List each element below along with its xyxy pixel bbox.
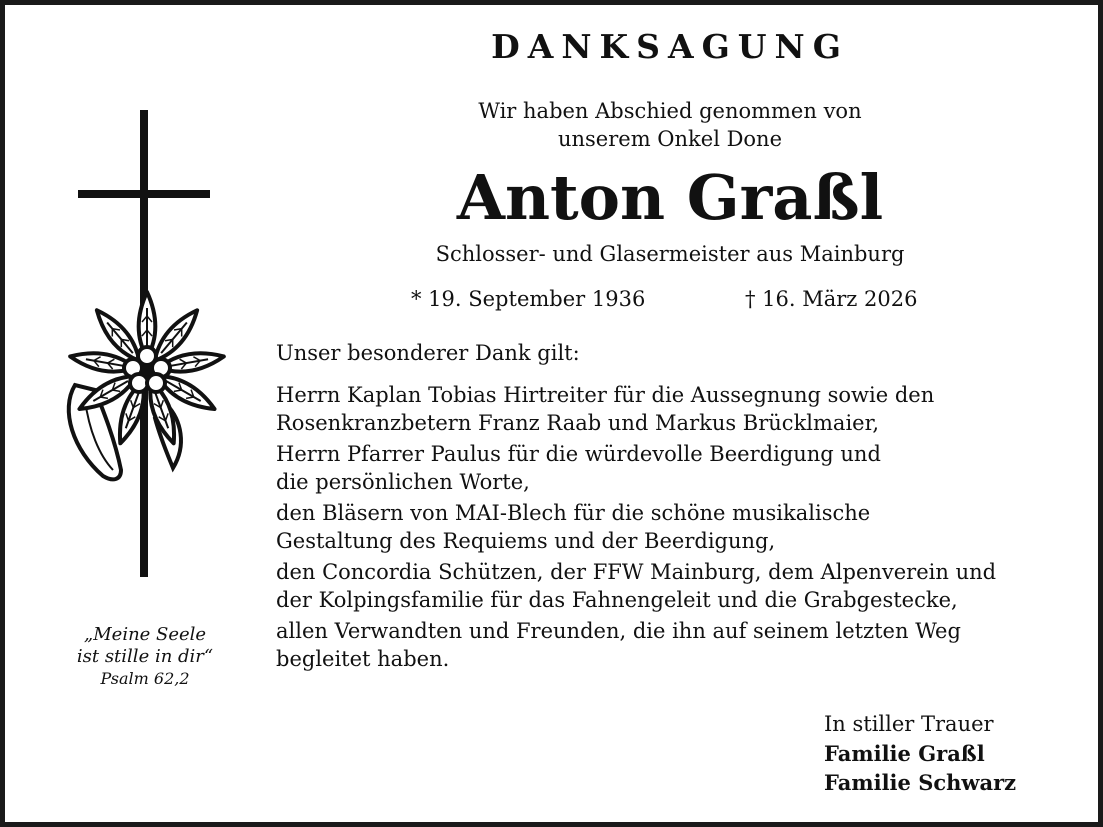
intro-line-2: unserem Onkel Done (557, 127, 783, 151)
quote-line-1: „Meine Seele (83, 624, 207, 645)
thanks-line: Rosenkranzbetern Franz Raab und Markus Brücklmaier, (276, 411, 879, 435)
thanks-item (276, 617, 1086, 673)
thanks-item (276, 558, 1086, 614)
thanks-line: den Bläsern von MAI-Blech für die schöne musikalische (276, 501, 871, 525)
signature (824, 710, 1016, 797)
signature-family-2: Familie Schwarz (824, 770, 1017, 795)
thanks-line: Herrn Pfarrer Paulus für die würdevolle Beerdigung und (276, 442, 881, 466)
quote-line-2: ist stille in dir“ (76, 646, 214, 667)
death-date: † 16. März 2026 (745, 287, 918, 311)
edelweiss-icon (55, 290, 235, 485)
cross-horizontal-bar (78, 190, 210, 198)
thanks-item (276, 499, 1086, 555)
birth-date: * 19. September 1936 (411, 287, 646, 311)
thanks-intro: Unser besonderer Dank gilt: (276, 341, 580, 365)
quote-source: Psalm 62,2 (100, 669, 190, 688)
signature-family-1: Familie Graßl (824, 741, 985, 766)
psalm-quote (45, 624, 245, 690)
thanks-line: Gestaltung des Requiems und der Beerdigung, (276, 529, 776, 553)
thanks-line: der Kolpingsfamilie für das Fahnengeleit und die Grabgestecke, (276, 588, 958, 612)
signature-line-1: In stiller Trauer (824, 712, 994, 736)
thanks-line: den Concordia Schützen, der FFW Mainburg, dem Alpenverein und (276, 560, 997, 584)
thanks-item (276, 381, 1086, 437)
deceased-name: Anton Graßl (456, 161, 884, 234)
thanks-item (276, 440, 1086, 496)
thanks-line: die persönlichen Worte, (276, 470, 530, 494)
thanks-line: Herrn Kaplan Tobias Hirtreiter für die Aussegnung sowie den (276, 383, 935, 407)
intro-text (300, 97, 1040, 153)
heading: DANKSAGUNG (491, 27, 849, 66)
thanks-list (276, 381, 1086, 676)
deceased-profession: Schlosser- und Glasermeister aus Mainburg (435, 242, 905, 266)
thanks-line: begleitet haben. (276, 647, 450, 671)
intro-line-1: Wir haben Abschied genommen von (478, 99, 862, 123)
thanks-line: allen Verwandten und Freunden, die ihn auf seinem letzten Weg (276, 619, 961, 643)
